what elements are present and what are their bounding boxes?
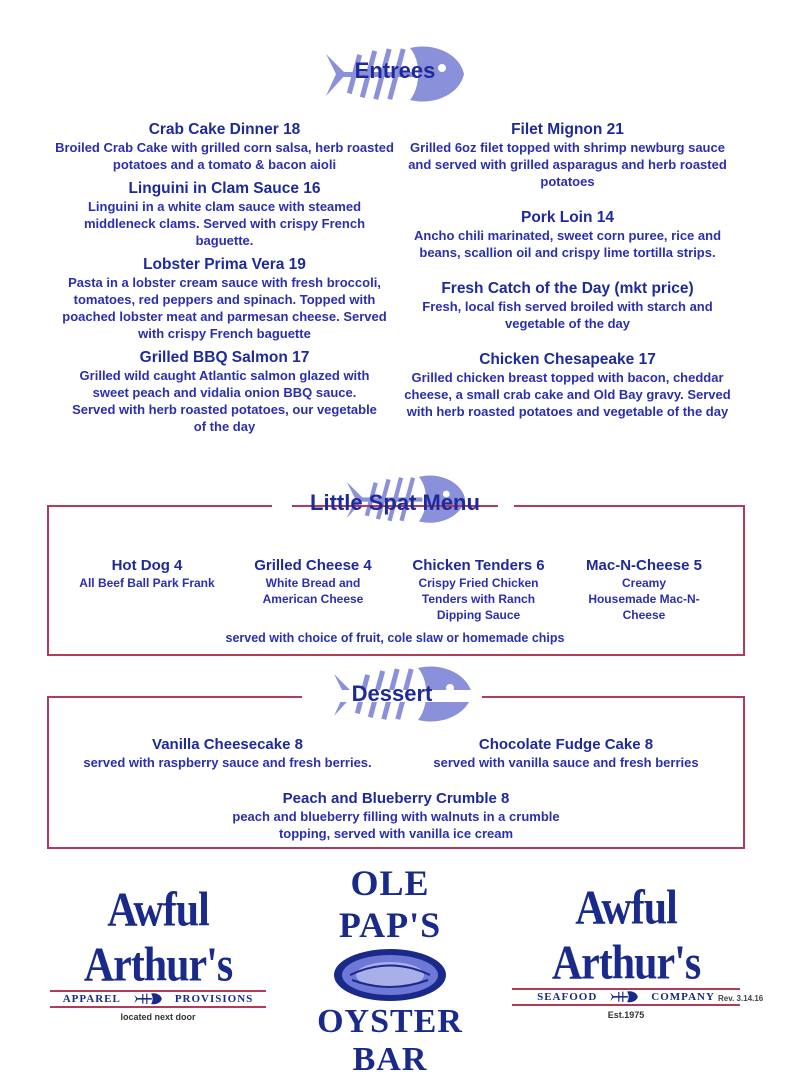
logo-right-note: Est.1975 [607,1010,645,1020]
dessert-item [230,789,562,842]
logo-center-bottom: OYSTER BAR [317,1003,463,1078]
logo-left-name: Awful Arthur's [83,883,233,993]
logo-right-name: Awful Arthur's [551,881,701,991]
entree-desc: Fresh, local fish served broiled with starch and vegetable of the day [422,299,713,331]
entree-name: Pork Loin 14 [520,209,615,226]
entree-desc: Pasta in a lobster cream sauce with fresh broccoli, tomatoes, red peppers and spinach. Topped with poached lobster meat and parmesan cheese. Served with crispy French baguette [62,275,387,341]
logo-center-top: OLE PAP'S [338,863,442,945]
entree-desc: Grilled chicken breast topped with bacon, cheddar cheese, a small crab cake and Old Bay gravy. Served with herb roasted potatoes and vegetable of the day [404,370,731,419]
kids-title: Little Spat Menu [310,490,480,515]
entree-name: Linguini in Clam Sauce 16 [128,180,321,197]
logo-left-note: located next door [120,1012,196,1022]
kids-item [238,557,388,607]
logo-right-sub-a: SEAFOOD [537,991,598,1003]
entree-item [400,208,735,261]
dessert-name: Chocolate Fudge Cake 8 [478,736,654,753]
logo-left-sub-b: PROVISIONS [174,993,254,1005]
entree-name: Fresh Catch of the Day (mkt price) [441,280,694,297]
ole-paps-oyster-bar-logo [296,862,484,1078]
entree-name: Lobster Prima Vera 19 [143,256,306,273]
entree-desc: Ancho chili marinated, sweet corn puree, rice and beans, scallion oil and crispy lime tortilla strips. [413,228,722,260]
entree-desc: Linguini in a white clam sauce with steamed middleneck clams. Served with crispy French baguette. [83,199,366,248]
dessert-desc: peach and blueberry filling with walnuts in a crumble topping, served with vanilla ice cream [232,809,560,841]
dessert-desc: served with vanilla sauce and fresh berries [433,755,699,770]
dessert-item [55,735,400,771]
oyster-icon [330,946,450,1004]
entrees-left-column [52,120,397,435]
kids-item-desc: Crispy Fried Chicken Tenders with Ranch Dipping Sauce [418,576,539,622]
awful-arthurs-apparel-logo [50,883,266,1022]
dessert-item [400,735,732,771]
entree-desc: Grilled 6oz filet topped with shrimp newburg sauce and served with grilled asparagus and herb roasted potatoes [408,140,727,189]
dessert-desc: served with raspberry sauce and fresh berries. [83,755,372,770]
entree-item [52,255,397,342]
kids-item-name: Mac-N-Cheese 5 [586,557,702,574]
entree-item [52,348,397,435]
entree-item [52,120,397,173]
logo-right-sub-b: COMPANY [651,991,715,1003]
kids-item-desc: White Bread and American Cheese [262,576,364,606]
kids-item-name: Grilled Cheese 4 [254,557,372,574]
entree-name: Filet Mignon 21 [511,121,624,138]
dessert-name: Peach and Blueberry Crumble 8 [282,790,510,807]
entrees-right-column [400,120,735,420]
fish-icon-small-right [601,990,647,1004]
entrees-title: Entrees [354,58,436,83]
dessert-name: Vanilla Cheesecake 8 [152,736,303,753]
kids-note: served with choice of fruit, cole slaw or homemade chips [225,631,565,645]
entree-item [400,120,735,190]
kids-title-mask-left [272,500,292,510]
kids-title-mask-right [498,500,514,510]
entree-name: Crab Cake Dinner 18 [148,121,301,138]
entree-name: Grilled BBQ Salmon 17 [139,349,310,366]
kids-item [568,557,720,623]
entree-item [52,179,397,249]
fish-icon-small-left [125,992,171,1006]
kids-item [396,557,561,623]
entree-desc: Broiled Crab Cake with grilled corn salsa, herb roasted potatoes and a tomato & bacon aioli [55,140,394,172]
revision-label: Rev. 3.14.16 [718,994,764,1003]
entree-desc: Grilled wild caught Atlantic salmon glazed with sweet peach and vidalia onion BBQ sauce. Served with herb roasted potatoes, our vegetable of the day [72,368,377,434]
awful-arthurs-seafood-logo [512,881,740,1020]
entree-name: Chicken Chesapeake 17 [479,351,656,368]
entree-item [400,279,735,332]
kids-item-name: Hot Dog 4 [111,557,183,574]
kids-item-name: Chicken Tenders 6 [412,557,545,574]
kids-item-desc: Creamy Housemade Mac-N-Cheese [588,576,700,622]
kids-item [62,557,232,591]
dessert-title: Dessert [351,681,433,706]
logo-left-sub-a: APPAREL [62,993,121,1005]
kids-item-desc: All Beef Ball Park Frank [79,576,215,590]
entree-item [400,350,735,420]
